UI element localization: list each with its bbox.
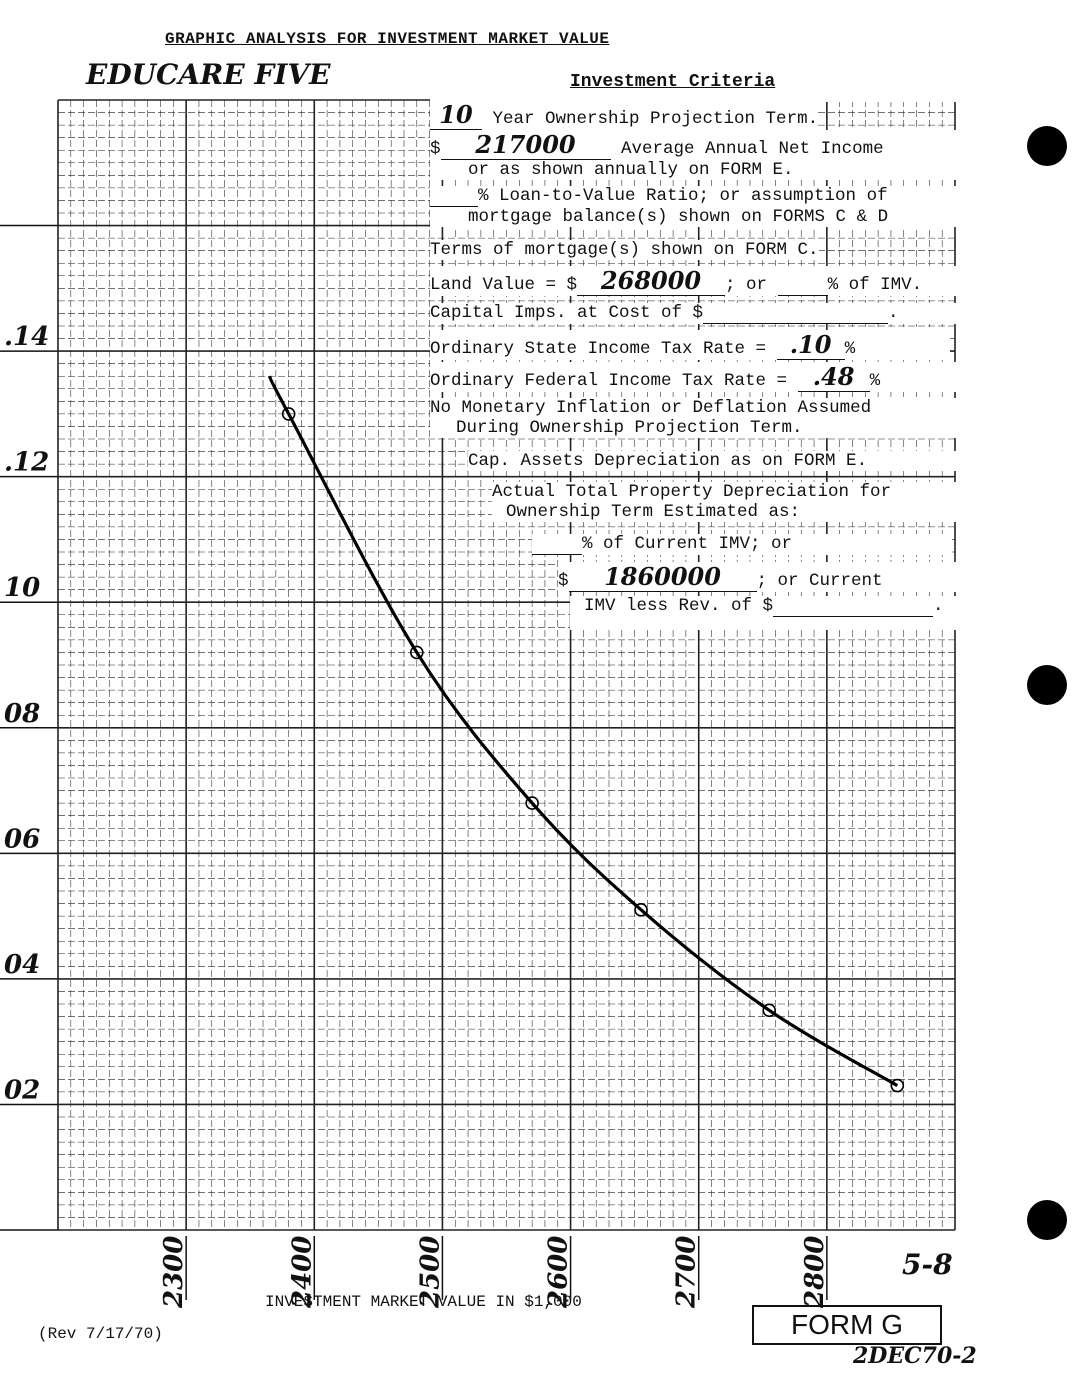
x-tick-label: 2700 <box>671 1235 702 1308</box>
y-tick-label: 02 <box>4 1075 41 1106</box>
depr-value: 1860000 <box>569 562 757 592</box>
revision-note: (Rev 7/17/70) <box>38 1325 163 1343</box>
punch-hole-top <box>1027 126 1067 166</box>
form-date: 2DEC70-2 <box>853 1343 977 1369</box>
inflation-row <box>430 398 975 438</box>
federal-suffix: % <box>869 371 881 391</box>
depr-text: Actual Total Property Depreciation for <box>492 482 892 502</box>
income-text-2: or as shown annually on FORM E. <box>468 160 794 180</box>
loan-row <box>430 186 985 227</box>
form-label: FORM G <box>752 1305 942 1345</box>
term-value: 10 <box>430 100 482 130</box>
criteria-heading: Investment Criteria <box>570 72 776 92</box>
federal-value: .48 <box>798 362 870 392</box>
land-row <box>430 266 985 296</box>
land-pct-blank <box>778 275 828 296</box>
page-title: GRAPHIC ANALYSIS FOR INVESTMENT MARKET VALUE <box>165 30 610 48</box>
punch-hole-middle <box>1027 665 1067 705</box>
imv-row: IMV less Rev. of $ . <box>570 596 980 630</box>
state-suffix: % <box>844 339 856 359</box>
depr-prefix: $ <box>558 571 569 591</box>
land-suffix: % of IMV. <box>827 275 923 295</box>
x-tick-label: 2800 <box>799 1235 830 1308</box>
y-tick-label: 10 <box>4 573 41 604</box>
x-tick-label: 2300 <box>159 1235 190 1308</box>
income-prefix: $ <box>430 139 441 159</box>
income-text: Average Annual Net Income <box>621 139 884 159</box>
state-value: .10 <box>777 330 845 360</box>
state-tax-row <box>430 330 950 360</box>
x-tick-label: 2500 <box>415 1235 446 1308</box>
pct-blank <box>532 534 582 555</box>
inflation-text-2: During Ownership Projection Term. <box>456 418 803 438</box>
y-tick-label: 08 <box>4 698 41 729</box>
cap-assets-row <box>468 451 968 471</box>
capital-blank <box>703 303 888 324</box>
federal-tax-row <box>430 362 975 392</box>
y-tick-label: 04 <box>4 949 41 980</box>
corner-note: 5-8 <box>902 1248 953 1281</box>
capital-row: Capital Imps. at Cost of $ . <box>430 303 960 324</box>
x-axis-label: INVESTMENT MARKET VALUE IN $1,000 <box>265 1293 582 1311</box>
y-tick-label: 06 <box>4 824 41 855</box>
inflation-text: No Monetary Inflation or Deflation Assumed <box>430 398 872 418</box>
y-tick-label: .12 <box>4 447 50 478</box>
pct-row <box>532 534 952 555</box>
x-tick-label: 2600 <box>543 1235 574 1308</box>
y-tick-label: .14 <box>4 322 50 353</box>
imv-text: IMV less Rev. of $ <box>584 596 774 616</box>
depr-text-2: Ownership Term Estimated as: <box>506 502 801 522</box>
loan-blank <box>430 186 478 207</box>
mortgage-text: Terms of mortgage(s) shown on FORM C. <box>430 240 819 260</box>
income-value: 217000 <box>441 130 611 160</box>
state-text: Ordinary State Income Tax Rate = <box>430 339 767 359</box>
land-mid: ; or <box>725 275 768 295</box>
term-text: Year Ownership Projection Term. <box>492 109 819 129</box>
income-row <box>430 130 978 180</box>
loan-text-2: mortgage balance(s) shown on FORMS C & D <box>468 207 889 227</box>
depreciation-row <box>492 482 987 522</box>
imv-blank <box>773 596 933 617</box>
federal-text: Ordinary Federal Income Tax Rate = <box>430 371 788 391</box>
cap-text: Cap. Assets Depreciation as on FORM E. <box>468 451 868 471</box>
pct-text: % of Current IMV; or <box>582 534 793 554</box>
loan-text: % Loan-to-Value Ratio; or assumption of <box>478 186 888 206</box>
project-name: EDUCARE FIVE <box>86 58 331 91</box>
mortgage-row <box>430 240 819 260</box>
depr-amount-row <box>558 562 958 592</box>
punch-hole-bottom <box>1027 1200 1067 1240</box>
x-tick-label: 2400 <box>287 1235 318 1308</box>
capital-text: Capital Imps. at Cost of $ <box>430 303 704 323</box>
depr-suffix: ; or Current <box>756 571 883 591</box>
term-row <box>430 100 818 130</box>
land-value: 268000 <box>577 266 725 296</box>
land-prefix: Land Value = $ <box>430 275 578 295</box>
